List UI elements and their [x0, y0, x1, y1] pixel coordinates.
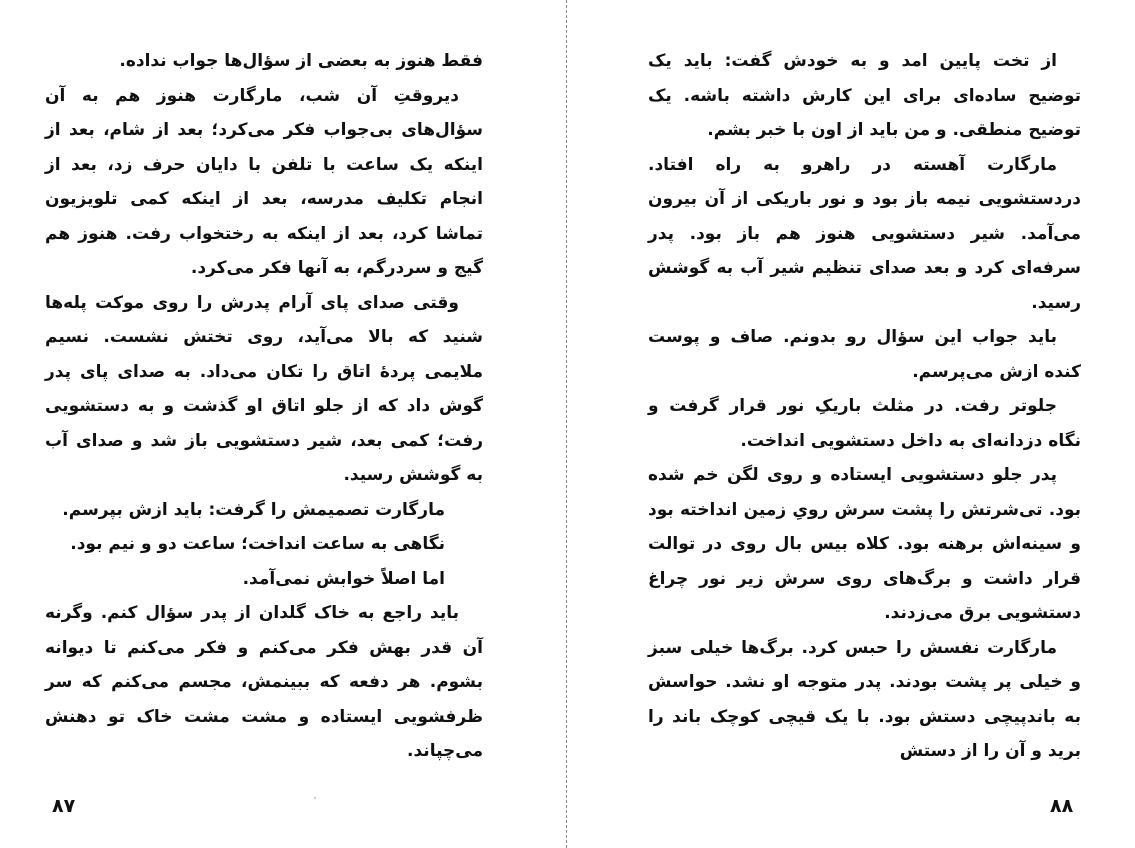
right-page-number: ۸۸	[1050, 795, 1074, 817]
paragraph: جلوتر رفت. در مثلث باریکِ نور قرار گرفت و نگاه دزدانه‌ای به داخل دستشویی انداخت.	[648, 396, 1081, 451]
right-page-text	[648, 44, 1081, 784]
left-page-number: ۸۷	[52, 795, 76, 817]
paragraph: فقط هنوز به بعضی از سؤال‌ها جواب نداده.	[119, 51, 483, 71]
left-page-text	[45, 44, 483, 784]
page-divider	[566, 0, 567, 848]
paragraph: نگاهی به ساعت انداخت؛ ساعت دو و نیم بود.	[70, 534, 445, 554]
paragraph: مارگارت نفسش را حبس کرد. برگ‌ها خیلی سبز و خیلی پر پشت بودند. پدر متوجه او نشد. حواسش به باندپیچی دستش بود. با یک قیچی کوچک باند را برید و آن را از دستش	[648, 637, 1081, 761]
paragraph: وقتی صدای پای آرام پدرش را روی موکت پله‌ها شنید که بالا می‌آید، روی تختش نشست. نسیم ملایمی پردهٔ اتاق را تکان می‌داد. به صدای پای پدر گوش داد که از جلو اتاق او گذشت و به دستشویی رفت؛ کمی بعد، شیر دستشویی باز شد و صدای آب به گوشش رسید.	[45, 292, 483, 485]
paragraph: اما اصلاً خوابش نمی‌آمد.	[242, 568, 445, 589]
paragraph: مارگارت آهسته در راهرو به راه افتاد. دردستشویی نیمه باز بود و نور باریکی از آن بیرون می‌آمد. شیر دستشویی هنوز هم باز بود. پدر سرفه‌ای کرد و بعد صدای تنظیم شیر آب به گوشش رسید.	[648, 154, 1081, 313]
scan-speck	[314, 797, 316, 799]
paragraph: پدر جلو دستشویی ایستاده و روی لگن خم شده بود. تی‌شرتش را پشت سرش رویِ زمین انداخته بود و سینه‌اش برهنه بود. کلاه بیس بال روی در توالت قرار داشت و برگ‌های روی سرش زیر نور چراغ دستشویی برق می‌زدند.	[648, 465, 1081, 623]
paragraph: باید راجع به خاک گلدان از پدر سؤال کنم. وگرنه آن قدر بهش فکر می‌کنم و فکر می‌کنم تا دیوانه بشوم. هر دفعه که ببینمش، مجسم می‌کنم که سر ظرفشویی ایستاده و مشت مشت خاک تو دهنش می‌چپاند.	[45, 603, 483, 761]
paragraph: دیروقتِ آن شب، مارگارت هنوز هم به آن سؤال‌های بی‌جواب فکر می‌کرد؛ بعد از شام، بعد از اینکه یک ساعت با تلفن با دایان حرف زد، بعد از انجام تکلیف مدرسه، بعد از اینکه کمی تلویزیون تماشا کرد، بعد از اینکه به رختخواب رفت. هنوز هم گیج و سردرگم، به آنها فکر می‌کرد.	[45, 85, 483, 278]
paragraph: مارگارت تصمیمش را گرفت: باید ازش بپرسم.	[62, 499, 445, 520]
paragraph: از تخت پایین امد و به خودش گفت: باید یک توضیح ساده‌ای برای این کارش داشته باشه. یک توضیح منطقی. و من باید از اون با خبر بشم.	[648, 51, 1081, 140]
paragraph: باید جواب این سؤال رو بدونم. صاف و پوست کنده ازش می‌پرسم.	[648, 327, 1081, 382]
